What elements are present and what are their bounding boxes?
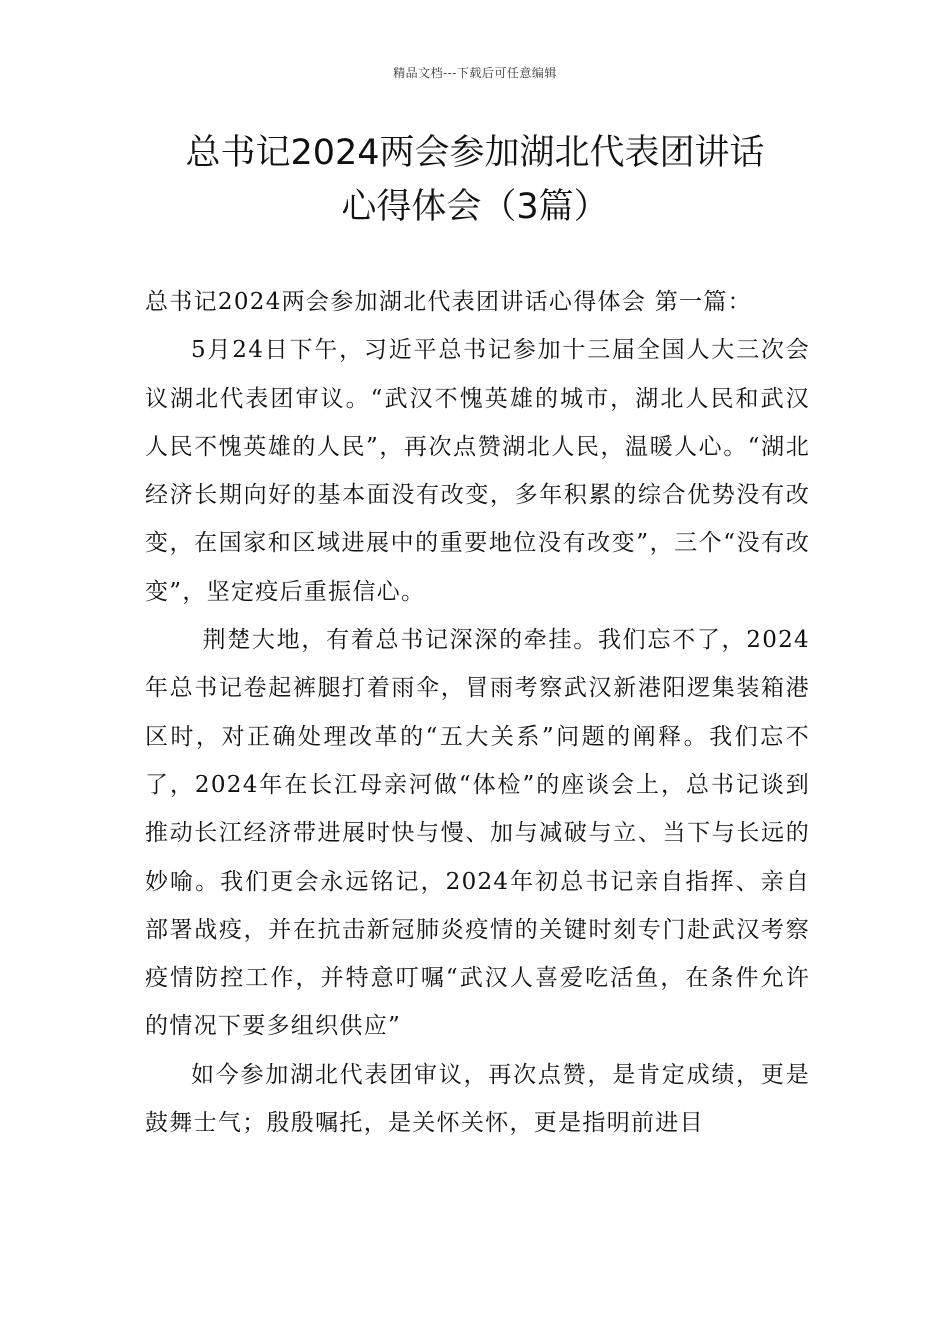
paragraph: 5月24日下午，习近平总书记参加十三届全国人大三次会议湖北代表团审议。“武汉不愧英雄的城市，湖北人民和武汉人民不愧英雄的人民”，再次点赞湖北人民，温暖人心。“湖北经济长期向好的基本面没有改变，多年积累的综合优势没有改变，在国家和区域进展中的重要地位没有改变”，三个“没有改变”，坚定疫后重振信心。 <box>145 337 810 605</box>
title-line-1: 总书记2024两会参加湖北代表团讲话 <box>185 133 765 173</box>
document-body <box>145 278 810 1147</box>
document-title <box>60 126 890 234</box>
section-heading: 总书记2024两会参加湖北代表团讲话心得体会 第一篇： <box>145 289 752 315</box>
header-note: 精品文档---下载后可任意编辑 <box>393 66 557 80</box>
title-line-2: 心得体会（3篇） <box>341 187 609 227</box>
paragraph: 如今参加湖北代表团审议，再次点赞，是肯定成绩，更是鼓舞士气；殷殷嘱托，是关怀关怀，更是指明前进目 <box>145 1061 810 1137</box>
paragraph: 荆楚大地，有着总书记深深的牵挂。我们忘不了，2024年总书记卷起裤腿打着雨伞，冒雨考察武汉新港阳逻集装箱港区时，对正确处理改革的“五大关系”问题的阐释。我们忘不了，2024年在长江母亲河做“体检”的座谈会上，总书记谈到推动长江经济带进展时快与慢、加与减破与立、当下与长远的妙喻。我们更会永远铭记，2024年初总书记亲自指挥、亲自部署战疫，并在抗击新冠肺炎疫情的关键时刻专门赴武汉考察疫情防控工作，并特意叮嘱“武汉人喜爱吃活鱼，在条件允许的情况下要多组织供应” <box>145 627 810 1040</box>
